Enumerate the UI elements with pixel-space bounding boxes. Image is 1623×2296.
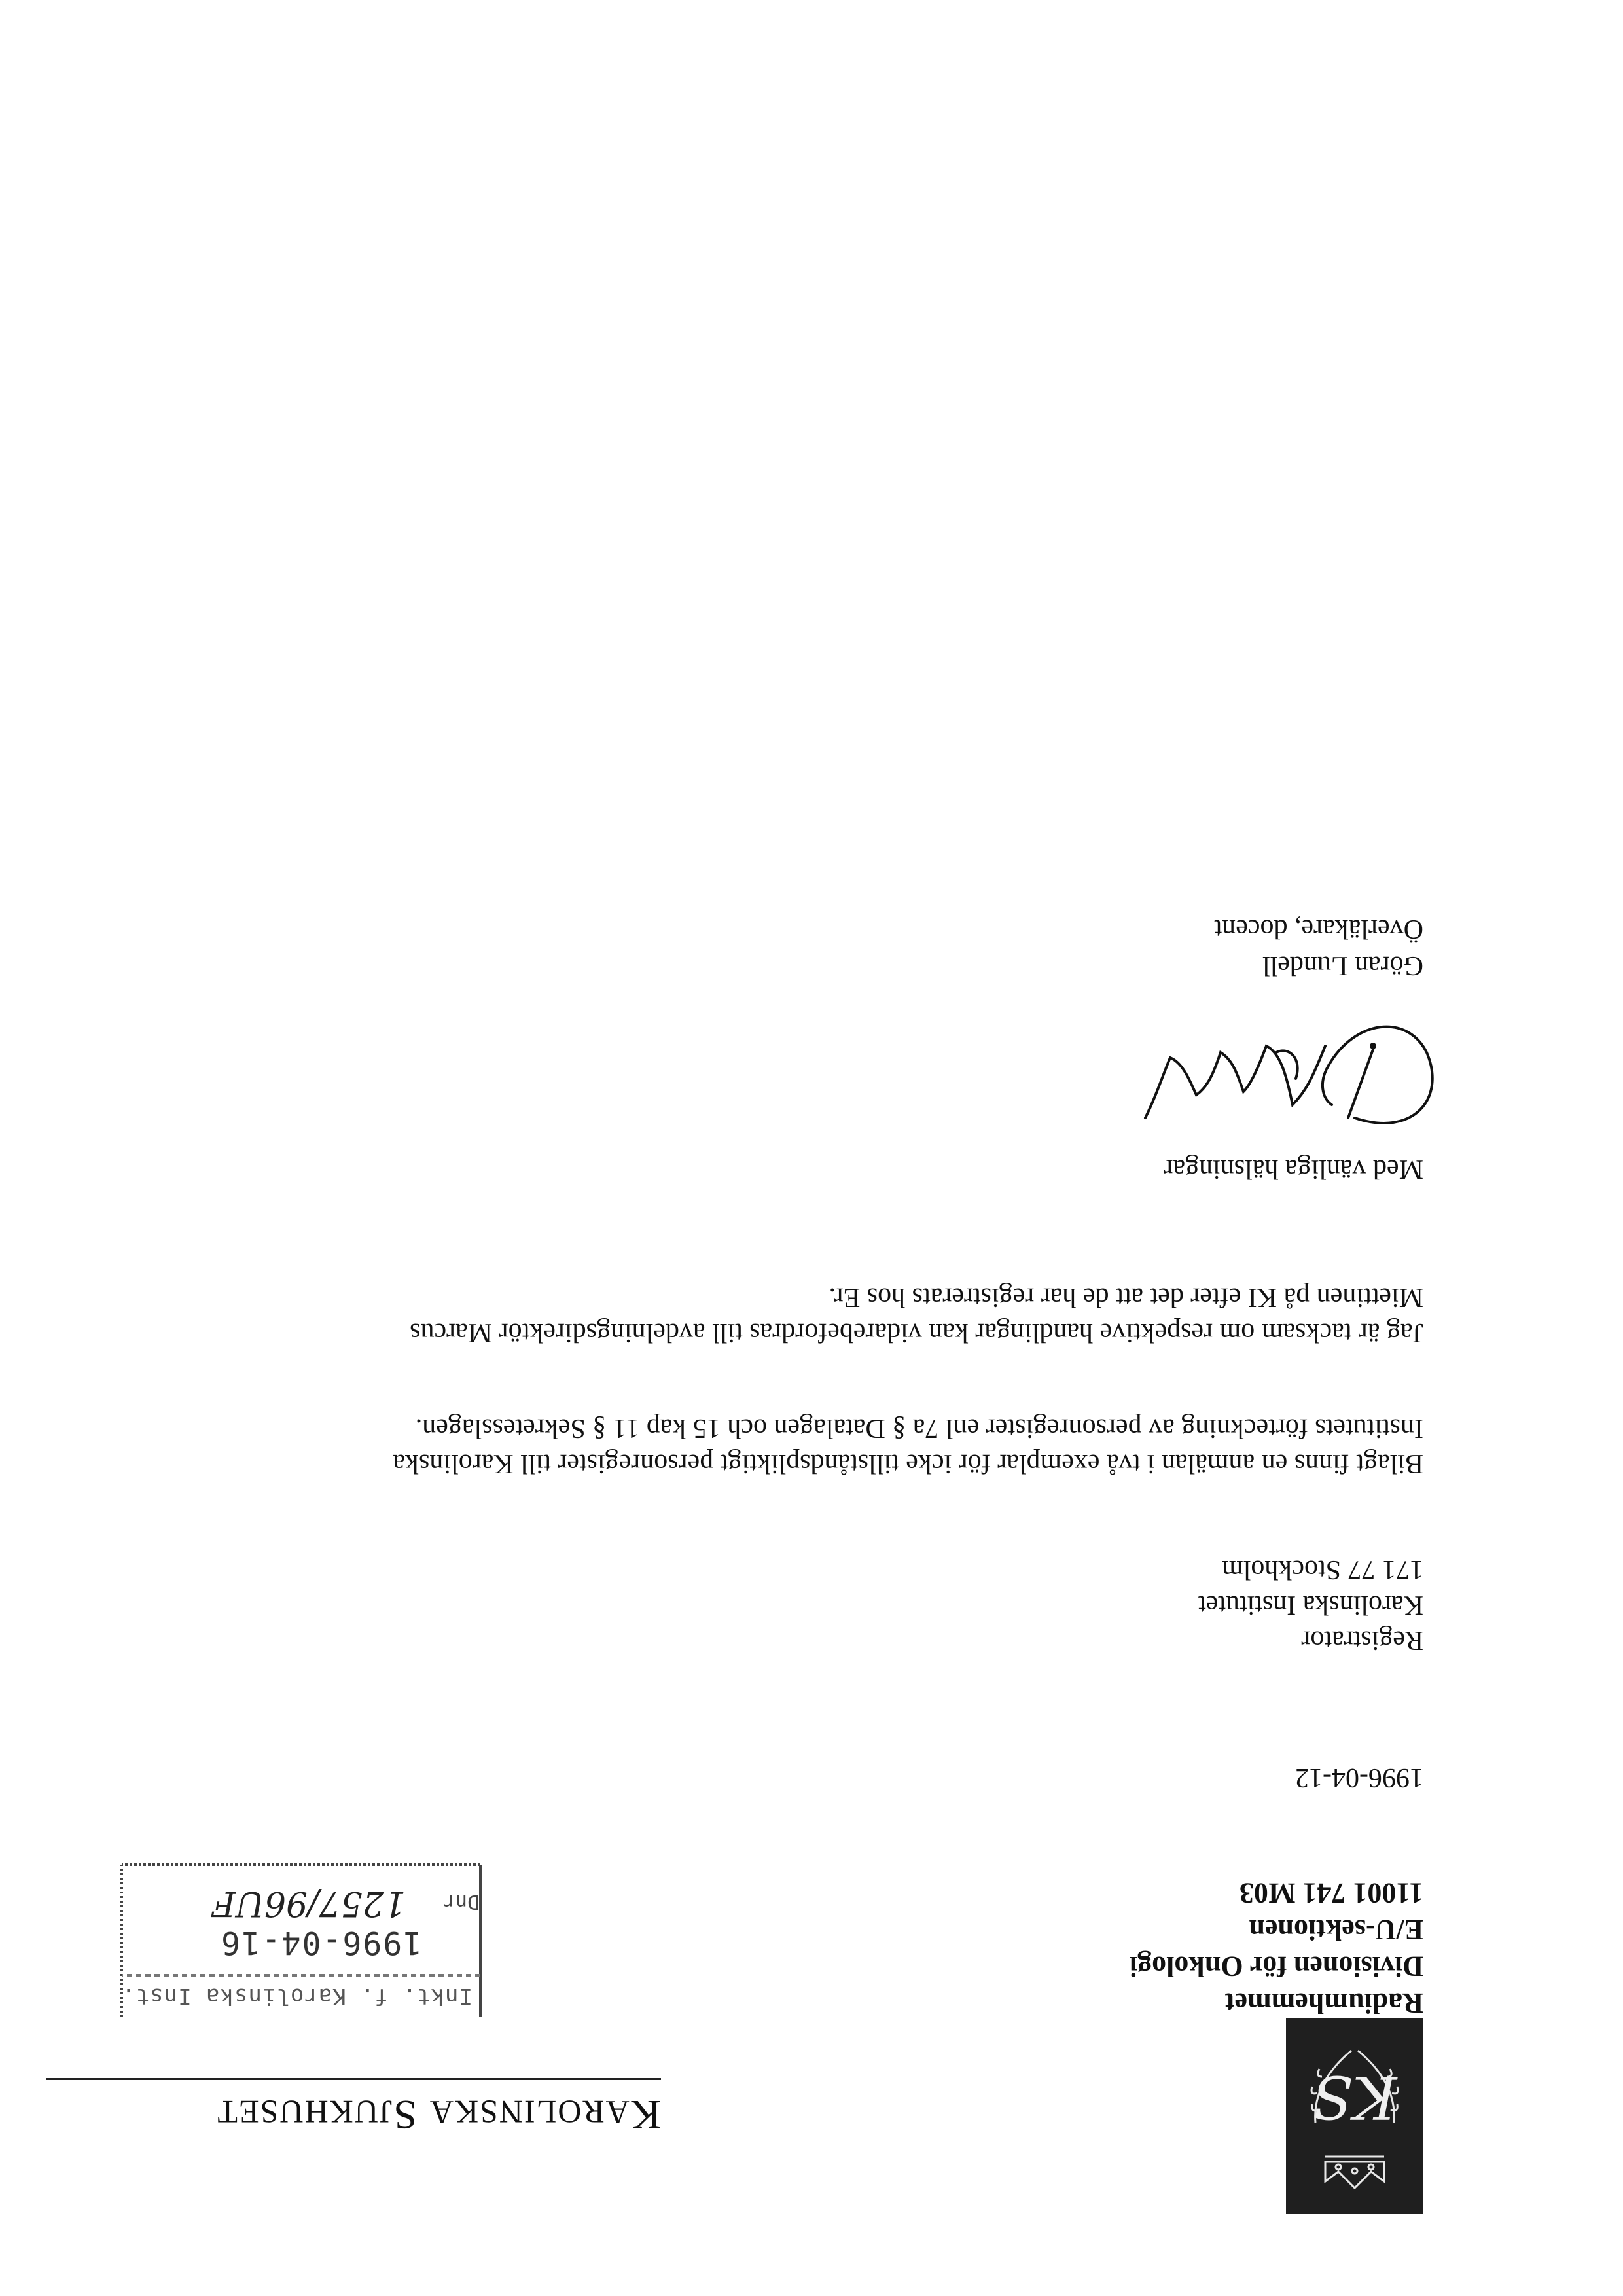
stamp-date: 1996-04-16	[220, 1924, 422, 1961]
hospital-name-rest: AROLINSKA	[428, 2094, 630, 2130]
signer-name: Göran Lundell	[1262, 950, 1423, 980]
letter-date: 1996-04-12	[1295, 1763, 1423, 1793]
handwritten-signature	[1113, 994, 1453, 1144]
sender-line: Divisionen för Onkologi	[1129, 1950, 1423, 1982]
recipient-line: Registrator	[1301, 1625, 1423, 1655]
stamp-dnr-number: 1257/96UF	[212, 1884, 406, 1923]
sender-line: Radiumhemmet	[1224, 1987, 1423, 2019]
hospital-name2-initial: S	[392, 2092, 417, 2138]
paragraph-line: Bilagt finns en anmälan i två exemplar för icke tillståndspliktigt personregister till Karolinska	[393, 1448, 1423, 1479]
recipient-line: Karolinska Institutet	[1198, 1590, 1423, 1620]
closing-greeting: Med vänliga hälsningar	[1164, 1154, 1423, 1184]
received-stamp	[118, 1861, 484, 2021]
signer-block	[1215, 910, 1424, 984]
sender-line: E/U-sektionen	[1249, 1914, 1423, 1946]
paragraph-line: Miettinen på KI efter det att de har registrerats hos Er.	[829, 1282, 1423, 1312]
paragraph-line: Institutets förteckning av personregister enl 7a § Datalagen och 15 kap 11 § Sekretesslagen.	[415, 1413, 1423, 1443]
hospital-name	[216, 2090, 661, 2139]
hospital-name-initial: K	[629, 2092, 661, 2138]
paragraph-line: Jag är tacksam om respektive handlingar kan vidarebefordras till avdelningsdirektör Marcus	[410, 1318, 1423, 1348]
stamp-institution: Inkt. f. Karolinska Inst.	[121, 1983, 473, 2009]
header-rule	[46, 2078, 661, 2080]
sender-line: 11001 741 M03	[1239, 1877, 1423, 1909]
paragraph-enclosure	[393, 1410, 1423, 1481]
stamp-dnr-label: Dnr	[443, 1890, 479, 1913]
karolinska-logo	[1286, 2018, 1423, 2214]
recipient-line: 171 77 Stockholm	[1221, 1554, 1423, 1585]
signer-title: Överläkare, docent	[1214, 914, 1423, 944]
sender-address	[1130, 1874, 1423, 2021]
recipient-address	[1198, 1552, 1423, 1658]
paragraph-request	[410, 1280, 1423, 1350]
logo-monogram: KS	[1312, 2062, 1397, 2131]
crown-monogram-icon	[1286, 2018, 1423, 2214]
hospital-name2-rest: JUKHUSET	[216, 2094, 393, 2130]
